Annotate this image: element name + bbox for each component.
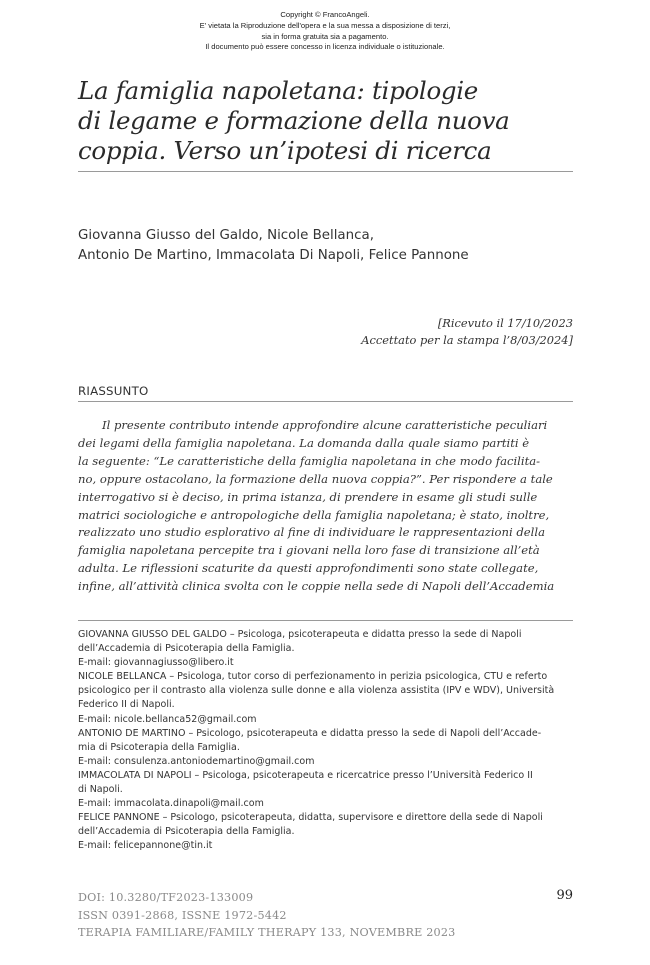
accepted-line: Accettato per la stampa l’8/03/2024] — [361, 333, 573, 347]
abstract-heading: RIASSUNTO — [78, 384, 149, 398]
footnote-line: dell’Accademia di Psicoterapia della Famiglia. — [78, 643, 295, 655]
abstract-text — [78, 417, 573, 596]
received-line: [Ricevuto il 17/10/2023 — [437, 316, 573, 330]
author-list — [78, 226, 578, 266]
abstract-line: Il presente contributo intende approfondire alcune caratteristiche peculiari — [102, 418, 548, 432]
title-line: di legame e formazione della nuova — [78, 106, 510, 135]
footnote-email: E-mail: giovannagiusso@libero.it — [78, 657, 234, 669]
footnote-line: mia di Psicoterapia della Famiglia. — [78, 741, 240, 753]
footnote-line: psicologico per il contrasto alla violenza sulle donne e alla violenza assistita (IPV e WDV), Università — [78, 685, 555, 697]
footnote-email: E-mail: felicepannone@tin.it — [78, 840, 213, 852]
copyright-line: Copyright © FrancoAngeli. — [280, 10, 370, 19]
abstract-line: la seguente: “Le caratteristiche della famiglia napoletana in che modo facilita- — [78, 453, 541, 468]
footnote-email: E-mail: immacolata.dinapoli@mail.com — [78, 798, 264, 810]
footnote-line: ANTONIO DE MARTINO – Psicologo, psicoterapeuta e didatta presso la sede di Napoli dell’Accade- — [78, 727, 542, 739]
title-line: La famiglia napoletana: tipologie — [78, 76, 479, 105]
copyright-line: sia in forma gratuita sia a pagamento. — [261, 31, 389, 41]
title-divider — [78, 171, 573, 172]
footnote-line: Federico II di Napoli. — [78, 699, 175, 711]
copyright-line: Il documento può essere concesso in licenza individuale o istituzionale. — [205, 42, 445, 52]
abstract-line: matrici sociologiche e antropologiche della famiglia napoletana; è stato, inoltre, — [78, 507, 550, 522]
footnote-divider — [78, 620, 573, 621]
publication-footer — [78, 889, 455, 942]
footnote-email: E-mail: consulenza.antoniodemartino@gmail.com — [78, 755, 315, 767]
author-line: Antonio De Martino, Immacolata Di Napoli, Felice Pannone — [78, 248, 469, 263]
author-footnotes — [78, 628, 578, 854]
received-accepted-dates — [273, 315, 573, 349]
issn: ISSN 0391-2868, ISSNE 1972-5442 — [78, 908, 287, 922]
footnote-line: dell’Accademia di Psicoterapia della Famiglia. — [78, 826, 295, 838]
article-title — [78, 76, 578, 166]
footnote-line: GIOVANNA GIUSSO DEL GALDO – Psicologa, psicoterapeuta e didatta presso la sede di Napoli — [78, 629, 522, 640]
title-line: coppia. Verso un’ipotesi di ricerca — [78, 136, 492, 165]
footnote-email: E-mail: nicole.bellanca52@gmail.com — [78, 713, 257, 725]
abstract-line: adulta. Le riflessioni scaturite da questi approfondimenti sono state collegate, — [78, 561, 539, 576]
abstract-heading-divider — [78, 401, 573, 402]
copyright-line: E' vietata la Riproduzione dell'opera e la sua messa a disposizione di terzi, — [199, 20, 451, 30]
doi: DOI: 10.3280/TF2023-133009 — [78, 891, 254, 904]
abstract-line: famiglia napoletana percepite tra i giovani nella loro fase di transizione all’età — [78, 543, 540, 558]
footnote-line: FELICE PANNONE – Psicologo, psicoterapeuta, didatta, supervisore e direttore della sede di Napoli — [78, 812, 543, 824]
abstract-line: no, oppure ostacolano, la formazione della nuova coppia?”. Per rispondere a tale — [78, 471, 553, 486]
copyright-notice — [0, 10, 650, 53]
author-line: Giovanna Giusso del Galdo, Nicole Bellanca, — [78, 228, 374, 243]
journal-issue: TERAPIA FAMILIARE/FAMILY THERAPY 133, NOVEMBRE 2023 — [78, 926, 456, 939]
footnote-line: di Napoli. — [78, 784, 123, 796]
abstract-line: realizzato uno studio esplorativo al fine di individuare le rappresentazioni della — [78, 525, 545, 540]
abstract-line: dei legami della famiglia napoletana. La domanda dalla quale siamo partiti è — [78, 435, 530, 450]
footnote-line: IMMACOLATA DI NAPOLI – Psicologa, psicoterapeuta e ricercatrice presso l’Università Federico II — [78, 769, 533, 781]
abstract-line: infine, all’attività clinica svolta con le coppie nella sede di Napoli dell’Accademia — [78, 579, 555, 594]
abstract-line: interrogativo si è deciso, in prima istanza, di prendere in esame gli studi sulle — [78, 489, 538, 504]
page-number: 99 — [556, 888, 573, 903]
footnote-line: NICOLE BELLANCA – Psicologa, tutor corso di perfezionamento in perizia psicologica, CTU e referto — [78, 671, 548, 683]
